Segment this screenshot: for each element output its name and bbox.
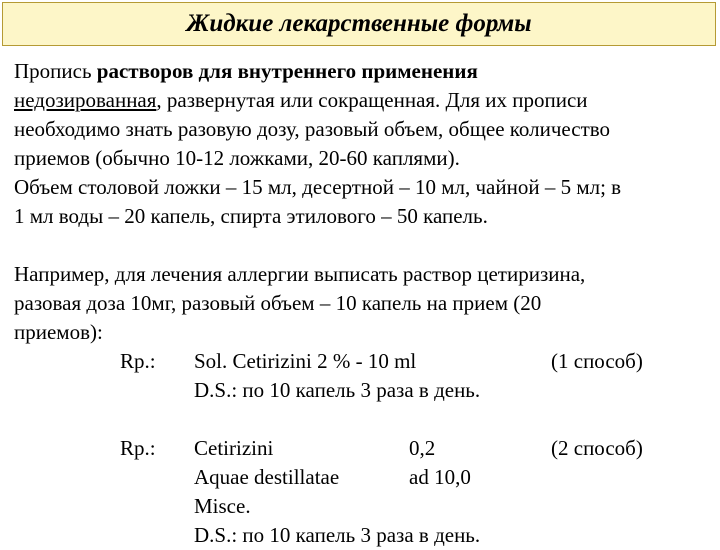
para1-line1 [14,57,714,86]
rx2-ingredient-2 [14,463,714,492]
rx1-ds: D.S.: по 10 капель 3 раза в день. [194,378,481,402]
rx1-method: (1 способ) [551,349,643,373]
rx2-label: Rp.: [120,436,156,460]
rx1-label: Rp.: [120,349,156,373]
para1-line5: Объем столовой ложки – 15 мл, десертной – 10 мл, чайной – 5 мл; в [14,175,622,199]
document-body [14,57,714,550]
para1-rest: , развернутая или сокращенная. Для их прописи [156,88,588,112]
para1-bold-phrase: растворов для внутреннего применения [96,59,478,83]
page-title: Жидкие лекарственные формы [186,10,532,37]
rx1-text: Sol. Cetirizini 2 % - 10 ml [194,349,417,373]
para1-line4: приемов (обычно 10-12 ложками, 20-60 каплями). [14,146,460,170]
rx1-row [14,347,714,376]
para2-line3: приемов): [14,320,103,344]
rx2-misce: Misce. [194,494,251,518]
rx2-item1: Cetirizini [194,436,274,460]
rx2-ds: D.S.: по 10 капель 3 раза в день. [194,523,481,547]
rx2-ingredient-1 [194,434,551,463]
para1-line3: необходимо знать разовую дозу, разовый объем, общее количество [14,117,611,141]
spacer [14,405,714,434]
para2-line2: разовая доза 10мг, разовый объем – 10 капель на прием (20 [14,291,542,315]
para1-line6: 1 мл воды – 20 капель, спирта этилового – 50 капель. [14,204,488,228]
rx2-item2: Aquae destillatae [194,465,340,489]
rx2-qty1: 0,2 [409,436,436,460]
para1-lead: Пропись [14,59,97,83]
title-banner [2,2,716,46]
rx2-qty2: ad 10,0 [409,465,471,489]
para1-underlined-word: недозированная [14,88,157,112]
rx2-row [14,434,714,463]
rx2-method: (2 способ) [551,436,643,460]
spacer [14,231,714,260]
para1-line2 [14,86,714,115]
para2-line1: Например, для лечения аллергии выписать раствор цетиризина, [14,262,586,286]
